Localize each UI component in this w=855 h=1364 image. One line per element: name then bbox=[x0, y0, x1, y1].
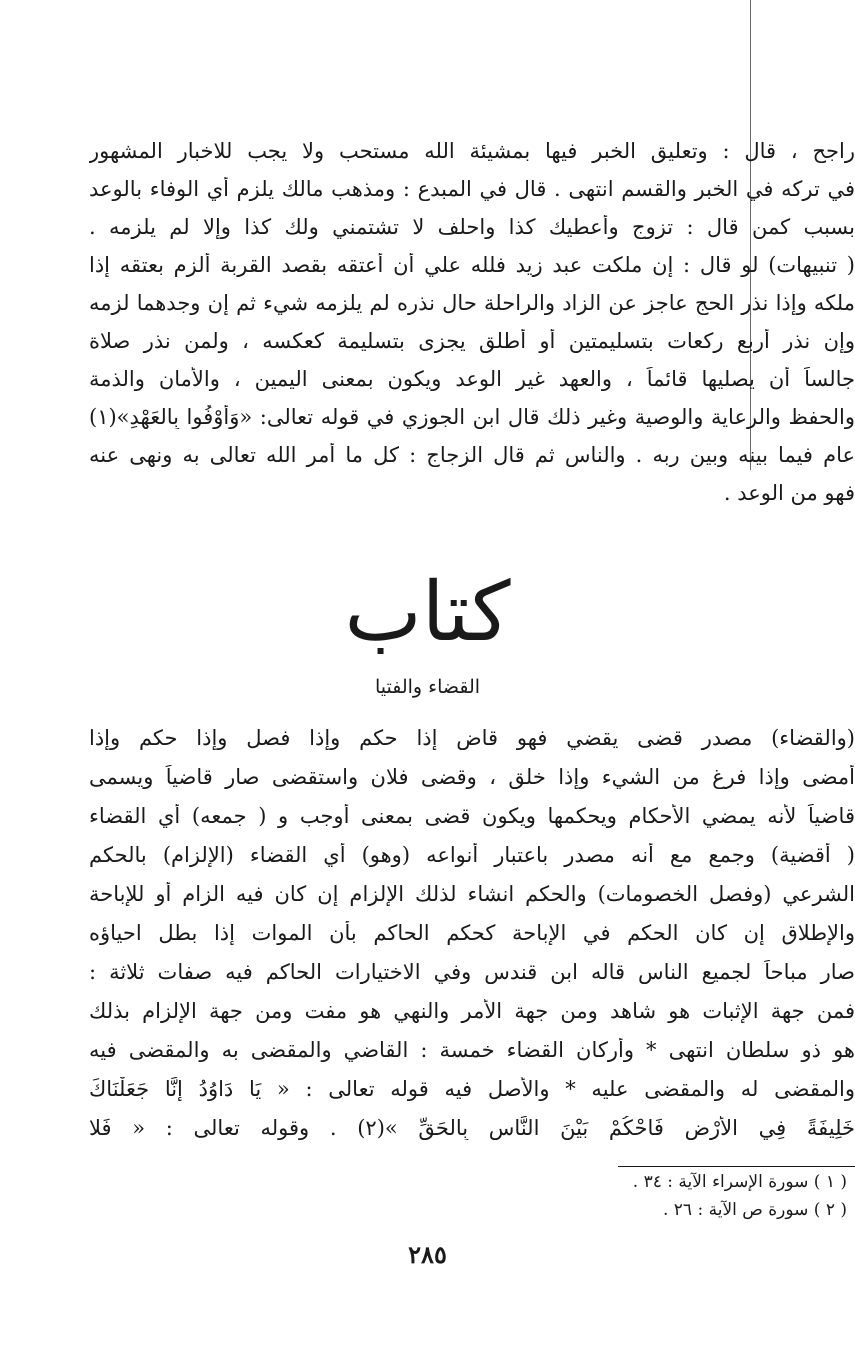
text-line: والمقضى له والمقضى عليه * والأصل فيه قوله تعالى : « يَا دَاوُدُ إِنَّا جَعَلْنَاكَ bbox=[89, 1077, 855, 1101]
text-line: قاضياً لأنه يمضي الأحكام ويحكمها ويكون قضى بمعنى أوجب و ( جمعه) أي القضاء bbox=[89, 804, 855, 828]
chapter-heading: كتاب bbox=[344, 565, 511, 660]
text-line: خَلِيفَةً فِي الأَرْضِ فَاحْكُمْ بَيْنَ النَّاسِ بِالحَقِّ »(٢) . وقوله تعالى : « فَلا bbox=[89, 1116, 855, 1140]
text-line: صار مباحاً لجميع الناس قاله ابن قندس وفي الاختيارات الحاكم فيه صفات ثلاثة : bbox=[89, 960, 855, 984]
text-line: فهو من الوعد . bbox=[723, 481, 855, 505]
footnote-2: ( ٢ ) سورة ص الآية : ٢٦ . bbox=[662, 1200, 847, 1220]
text-line: ( تنبيهات) لو قال : إن ملكت عبد زيد فلله علي أن أعتقه بقصد القربة ألزم بعتقه إذا bbox=[89, 253, 855, 277]
text-line: راجح ، قال : وتعليق الخبر فيها بمشيئة الله مستحب ولا يجب للاخبار المشهور bbox=[89, 139, 855, 163]
footnote-divider bbox=[618, 1166, 855, 1167]
text-line: فمن جهة الإثبات هو شاهد ومن جهة الأمر والنهي هو مفت ومن جهة الإلزام بذلك bbox=[89, 999, 855, 1023]
text-line: عام فيما بينه وبين ربه . والناس ثم قال الزجاج : كل ما أمر الله تعالى به ونهى عنه bbox=[89, 443, 855, 467]
text-line: الشرعي (وفصل الخصومات) والحكم انشاء لذلك الإلزام إن كان فيه الزام أو للإباحة bbox=[89, 882, 855, 906]
text-line: ( أقضية) وجمع مع أنه مصدر باعتبار أنواعه (وهو) أي القضاء (الإلزام) بالحكم bbox=[89, 843, 855, 867]
page-number: ٢٨٥ bbox=[408, 1240, 447, 1269]
text-line: ملكه وإذا نذر الحج عاجز عن الزاد والراحلة حال نذره لم يلزمه شيء ثم إن وجدهما لزمه bbox=[89, 291, 855, 315]
chapter-subtitle: القضاء والفتيا bbox=[374, 676, 481, 698]
text-line: (والقضاء) مصدر قضى يقضي فهو قاض إذا حكم وإذا فصل وإذا حكم وإذا bbox=[89, 726, 855, 750]
text-line: والحفظ والرعاية والوصية وغير ذلك قال ابن الجوزي في قوله تعالى: «وَأَوْفُوا بِالعَهْدِ»(١) bbox=[89, 405, 855, 429]
text-line: وإن نذر أربع ركعات بتسليمتين أو أطلق يجزى بتسليمة كعكسه ، ولمن نذر صلاة bbox=[89, 329, 855, 353]
text-line: أمضى وإذا فرغ من الشيء وإذا خلق ، وقضى فلان واستقضى صار قاضياً ويسمى bbox=[89, 765, 855, 789]
text-line: جالساً أن يصليها قائماً ، والعهد غير الوعد ويكون بمعنى اليمين ، والأمان والذمة bbox=[89, 367, 855, 391]
text-line: والإطلاق إن كان الحكم في الإباحة كحكم الحاكم بأن الموات إذا بطل احياؤه bbox=[89, 921, 855, 945]
text-line: هو ذو سلطان انتهى * وأركان القضاء خمسة : القاضي والمقضى به والمقضى فيه bbox=[89, 1038, 855, 1062]
text-line: في تركه في الخبر والقسم انتهى . قال في المبدع : ومذهب مالك يلزم أي الوفاء بالوعد bbox=[89, 177, 855, 201]
footnote-1: ( ١ ) سورة الإسراء الآية : ٣٤ . bbox=[632, 1172, 847, 1192]
text-line: بسبب كمن قال : تزوج وأعطيك كذا واحلف لا تشتمني ولك كذا وإلا لم يلزمه . bbox=[89, 215, 855, 239]
